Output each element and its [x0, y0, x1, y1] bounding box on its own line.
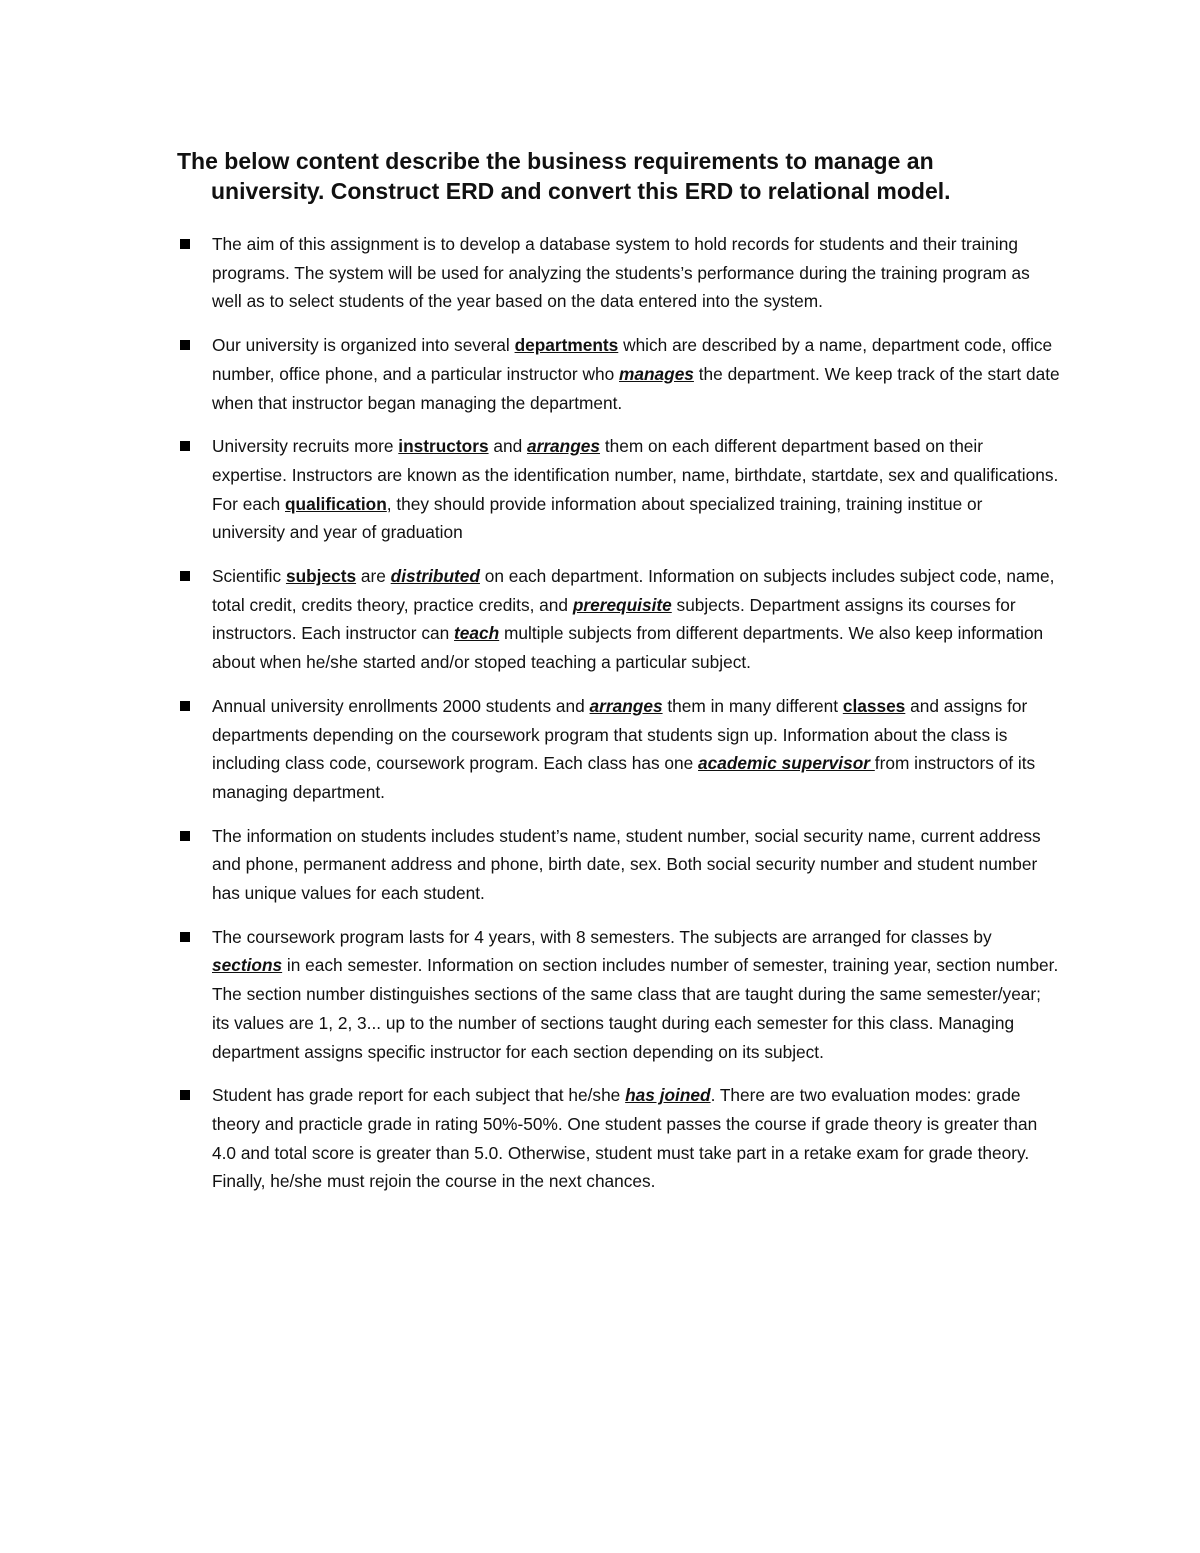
keyword-term: has joined	[625, 1085, 711, 1106]
square-bullet-icon	[180, 831, 190, 841]
paragraph-text: , they should provide information about specialized training, training institue or university and year of graduation	[212, 493, 983, 543]
keyword-term: sections	[212, 955, 283, 976]
keyword-term: manages	[619, 363, 694, 384]
requirement-paragraph	[180, 822, 1060, 908]
requirement-paragraph	[180, 331, 1060, 417]
paragraph-text: The information on students includes student’s name, student number, social security name, current address and phone, permanent address and phone, birth date, sex. Both social security number and student number has unique values for each student.	[212, 825, 1041, 904]
requirements-list	[180, 230, 1060, 1211]
paragraph-text: are	[356, 566, 391, 587]
square-bullet-icon	[180, 441, 190, 451]
keyword-term: classes	[842, 695, 906, 716]
square-bullet-icon	[180, 571, 190, 581]
heading-line-2: university. Construct ERD and convert this ERD to relational model.	[211, 178, 951, 204]
paragraph-text: them in many different	[662, 695, 843, 716]
keyword-term: arranges	[589, 695, 663, 716]
square-bullet-icon	[180, 239, 190, 249]
keyword-term: prerequisite	[572, 594, 672, 615]
square-bullet-icon	[180, 1090, 190, 1100]
keyword-term: arranges	[527, 436, 601, 457]
document-heading	[177, 146, 997, 206]
paragraph-text: and	[488, 436, 527, 457]
paragraph-text: multiple subjects from different departments. We also keep information about when he/she started and/or stoped teaching a particular subject.	[212, 623, 1044, 673]
requirement-paragraph	[180, 432, 1060, 547]
square-bullet-icon	[180, 701, 190, 711]
keyword-term: instructors	[398, 436, 489, 457]
paragraph-text: Our university is organized into several	[212, 335, 515, 356]
keyword-term: departments	[514, 335, 619, 356]
keyword-term: academic supervisor	[698, 753, 875, 774]
keyword-term: subjects	[285, 566, 357, 587]
requirement-paragraph	[180, 923, 1060, 1067]
paragraph-text: and assigns for departments depending on the coursework program that students sign up. Information about the class is including class code, coursework program. Each class has one	[212, 695, 1028, 774]
paragraph-text: . There are two evaluation modes: grade theory and practicle grade in rating 50%-50%. One student passes the course if grade theory is greater than 4.0 and total score is greater than 5.0. Otherwise, student must take part in a retake exam for grade theory. Finally, he/she must rejoin the course in the next chances.	[212, 1085, 1038, 1192]
paragraph-text: University recruits more	[212, 436, 399, 457]
square-bullet-icon	[180, 340, 190, 350]
paragraph-text: Scientific	[212, 566, 286, 587]
requirement-paragraph	[180, 692, 1060, 807]
square-bullet-icon	[180, 932, 190, 942]
paragraph-text: on each department. Information on subjects includes subject code, name, total credit, credits theory, practice credits, and	[212, 566, 1055, 615]
paragraph-text: Student has grade report for each subject that he/she	[212, 1085, 626, 1106]
paragraph-text: which are described by a name, department code, office number, office phone, and a particular instructor who	[212, 335, 1053, 384]
paragraph-text: subjects. Department assigns its courses for instructors. Each instructor can	[212, 594, 1016, 644]
requirement-paragraph	[180, 230, 1060, 316]
paragraph-text: The coursework program lasts for 4 years, with 8 semesters. The subjects are arranged for classes by	[212, 926, 992, 947]
keyword-term: teach	[454, 623, 500, 644]
keyword-term: distributed	[390, 566, 480, 587]
paragraph-text: the department. We keep track of the start date when that instructor began managing the department.	[212, 363, 1060, 413]
paragraph-text: them on each different department based on their expertise. Instructors are known as the identification number, name, birthdate, startdate, sex and qualifications. For each	[212, 436, 1059, 514]
requirement-paragraph	[180, 1081, 1060, 1196]
requirement-paragraph	[180, 562, 1060, 677]
keyword-term: qualification	[285, 493, 387, 514]
paragraph-text: from instructors of its managing department.	[212, 753, 1036, 802]
paragraph-text: The aim of this assignment is to develop a database system to hold records for students and their training programs. The system will be used for analyzing the students’s performance during the training program as well as to select students of the year based on the data entered into the system.	[212, 234, 1030, 312]
paragraph-text: in each semester. Information on section includes number of semester, training year, section number. The section number distinguishes sections of the same class that are taught during the same semester/year; its values are 1, 2, 3... up to the number of sections taught during each semester for this class. Managing department assigns specific instructor for each section depending on its subject.	[212, 955, 1059, 1062]
heading-line-1: The below content describe the business requirements to manage an	[177, 148, 934, 174]
paragraph-text: Annual university enrollments 2000 students and	[212, 695, 590, 716]
